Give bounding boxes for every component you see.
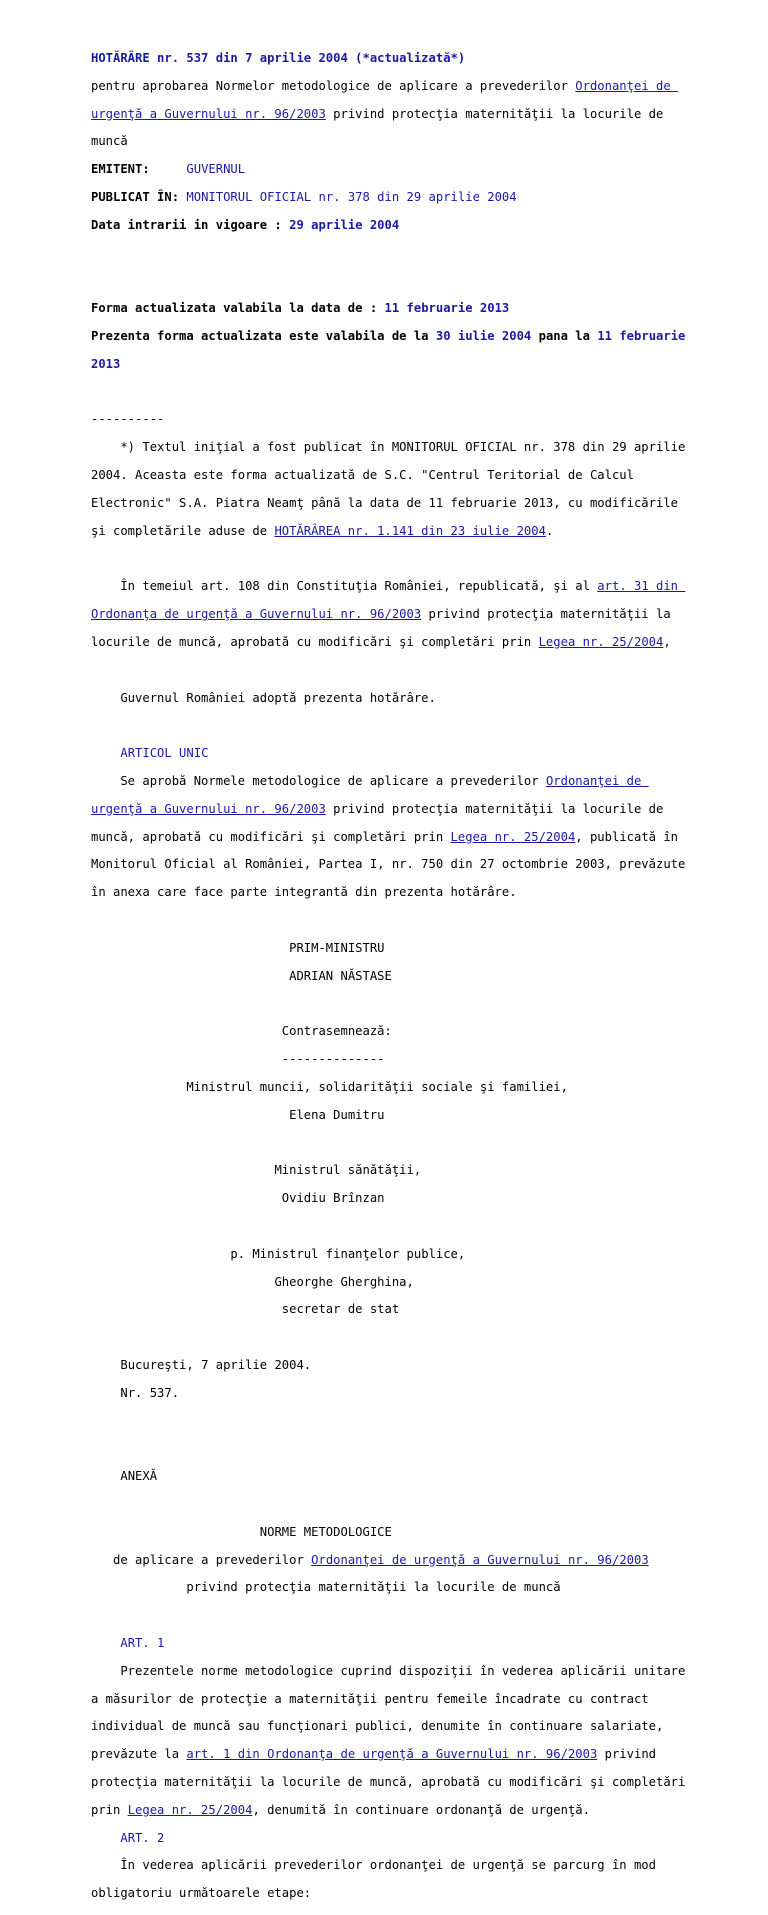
minister-3-title: p. Ministrul finanţelor publice,: [230, 1246, 466, 1261]
art-1-line-3: individual de muncă sau funcţionari publici, denumite în continuare salariate,: [91, 1719, 664, 1734]
document-body: [91, 38, 731, 1915]
contrasemneaza-dashes: --------------: [281, 1052, 385, 1067]
emitent-row: [91, 163, 731, 177]
art-1-line-4: prevăzute la art. 1 din Ordonanţa de urgenţă a Guvernului nr. 96/2003 privind: [91, 1747, 656, 1762]
minister-3-role: secretar de stat: [281, 1302, 400, 1317]
temei-line-1: În temeiul art. 108 din Constituţia României, republicată, şi al art. 31 din: [91, 579, 686, 594]
subject-line-2: urgenţă a Guvernului nr. 96/2003 privind protecţia maternităţii la locurile de: [91, 106, 664, 121]
emitent-value: GUVERNUL: [186, 162, 246, 177]
prezenta-row: Prezenta forma actualizata este valabila de la 30 iulie 2004 pana la 11 februarie: [91, 329, 686, 343]
art-1-line-2: a măsurilor de protecţie a maternităţii pentru femeile încadrate cu contract: [91, 1691, 649, 1706]
forma-date: 11 februarie 2013: [384, 301, 510, 316]
articol-line-4: Monitorul Oficial al României, Partea I, nr. 750 din 27 octombrie 2003, prevăzute: [91, 857, 686, 872]
minister-2-name: Ovidiu Brînzan: [281, 1191, 385, 1206]
articol-line-1: Se aprobă Normele metodologice de aplicare a prevederilor Ordonanţei de: [91, 773, 649, 788]
link-ordonanta-temei[interactable]: Ordonanţa de urgenţă a Guvernului nr. 96/2003: [91, 607, 422, 622]
minister-3-name: Gheorghe Gherghina,: [274, 1274, 414, 1289]
art-2-line-2: obligatoriu următoarele etape:: [91, 1886, 312, 1901]
forma-from: 30 iulie 2004: [435, 329, 532, 343]
link-hotararea-1141[interactable]: HOTĂRÂREA nr. 1.141 din 23 iulie 2004: [274, 523, 546, 538]
articol-line-5: în anexa care face parte integrantă din prezenta hotărâre.: [91, 885, 517, 900]
art-1-line-1: Prezentele norme metodologice cuprind dispoziţii în vederea aplicării unitare: [91, 1663, 686, 1678]
articol-line-2: urgenţă a Guvernului nr. 96/2003 privind protecţia maternităţii la locurile de: [91, 801, 664, 816]
temei-line-3: locurile de muncă, aprobată cu modificări şi completări prin Legea nr. 25/2004,: [91, 634, 671, 649]
art-1-heading: ART. 1: [120, 1635, 165, 1650]
articol-line-3: muncă, aprobată cu modificări şi completări prin Legea nr. 25/2004, publicată în: [91, 829, 679, 844]
art-1-line-5: protecţia maternităţii la locurile de muncă, aprobată cu modificări şi completări: [91, 1775, 686, 1790]
contrasemneaza: Contrasemnează:: [281, 1024, 392, 1039]
vigoare-label: Data intrarii in vigoare :: [91, 217, 282, 232]
document-title: [91, 52, 731, 66]
emitent-label: EMITENT:: [91, 162, 150, 177]
temei-line-2: Ordonanţa de urgenţă a Guvernului nr. 96/2003 privind protecţia maternităţii la: [91, 607, 671, 622]
publicat-row: [91, 191, 731, 205]
publicat-value: MONITORUL OFICIAL nr. 378 din 29 aprilie 2004: [186, 189, 517, 204]
link-ordonanta-96-2003-cont[interactable]: urgenţă a Guvernului nr. 96/2003: [91, 106, 326, 121]
minister-1-title: Ministrul muncii, solidarităţii sociale şi familiei,: [186, 1079, 568, 1094]
note-line-3: Electronic" S.A. Piatra Neamţ până la data de 11 februarie 2013, cu modificările: [91, 495, 678, 510]
note-line-4: şi completările aduse de HOTĂRÂREA nr. 1.141 din 23 iulie 2004.: [91, 523, 554, 538]
pm-name: ADRIAN NĂSTASE: [289, 968, 392, 983]
vigoare-row: [91, 219, 731, 233]
vigoare-value: 29 aprilie 2004: [289, 217, 400, 232]
link-art-1-ordonanta[interactable]: art. 1 din Ordonanţa de urgenţă a Guvernului nr. 96/2003: [186, 1747, 598, 1762]
separator: ----------: [91, 412, 165, 427]
link-art-31[interactable]: art. 31 din: [597, 579, 686, 594]
pm-title: PRIM-MINISTRU: [289, 940, 385, 955]
prezenta-row-2: 2013: [91, 356, 121, 371]
forma-row: [91, 302, 731, 316]
publicat-label: PUBLICAT ÎN:: [91, 189, 180, 204]
subject-line-1: pentru aprobarea Normelor metodologice de aplicare a prevederilor Ordonanţei de: [91, 78, 679, 93]
art-2-heading: ART. 2: [120, 1830, 165, 1845]
note-line-1: *) Textul iniţial a fost publicat în MONITORUL OFICIAL nr. 378 din 29 aprilie: [91, 440, 686, 455]
decision-number: Nr. 537.: [120, 1385, 180, 1400]
link-ordonanta-articol[interactable]: Ordonanţei de: [545, 773, 649, 788]
art-1-line-6: prin Legea nr. 25/2004, denumită în continuare ordonanţă de urgenţă.: [91, 1802, 590, 1817]
anexa-label: ANEXĂ: [120, 1469, 158, 1484]
link-ordonanta-articol-cont[interactable]: urgenţă a Guvernului nr. 96/2003: [91, 801, 326, 816]
minister-1-name: Elena Dumitru: [289, 1107, 385, 1122]
minister-2-title: Ministrul sănătăţii,: [274, 1163, 422, 1178]
articol-unic-heading: ARTICOL UNIC: [120, 746, 209, 761]
anexa-line-3: privind protecţia maternităţii la locurile de muncă: [186, 1580, 561, 1595]
forma-label: Forma actualizata valabila la data de :: [91, 301, 378, 316]
link-legea-art-1[interactable]: Legea nr. 25/2004: [127, 1802, 253, 1817]
link-ordonanta-anexa[interactable]: Ordonanţei de urgenţă a Guvernului nr. 96/2003: [311, 1552, 649, 1567]
adopta-line: Guvernul României adoptă prezenta hotărâre.: [91, 690, 436, 705]
link-ordonanta-96-2003[interactable]: Ordonanţei de: [575, 78, 679, 93]
forma-to: 11 februarie: [597, 329, 686, 343]
art-2-line-1: În vederea aplicării prevederilor ordonanţei de urgenţă se parcurg în mod: [91, 1858, 656, 1873]
place-date: Bucureşti, 7 aprilie 2004.: [120, 1357, 312, 1372]
subject-line-3: muncă: [91, 134, 128, 149]
link-legea-articol[interactable]: Legea nr. 25/2004: [450, 829, 576, 844]
note-line-2: 2004. Aceasta este forma actualizată de S.C. "Centrul Teritorial de Calcul: [91, 468, 634, 483]
anexa-title: NORME METODOLOGICE: [259, 1524, 392, 1539]
title-text: HOTĂRÂRE nr. 537 din 7 aprilie 2004 (*actualizată*): [91, 50, 466, 65]
link-legea-25-2004[interactable]: Legea nr. 25/2004: [538, 634, 664, 649]
anexa-line-2: de aplicare a prevederilor Ordonanţei de urgenţă a Guvernului nr. 96/2003: [113, 1552, 649, 1567]
